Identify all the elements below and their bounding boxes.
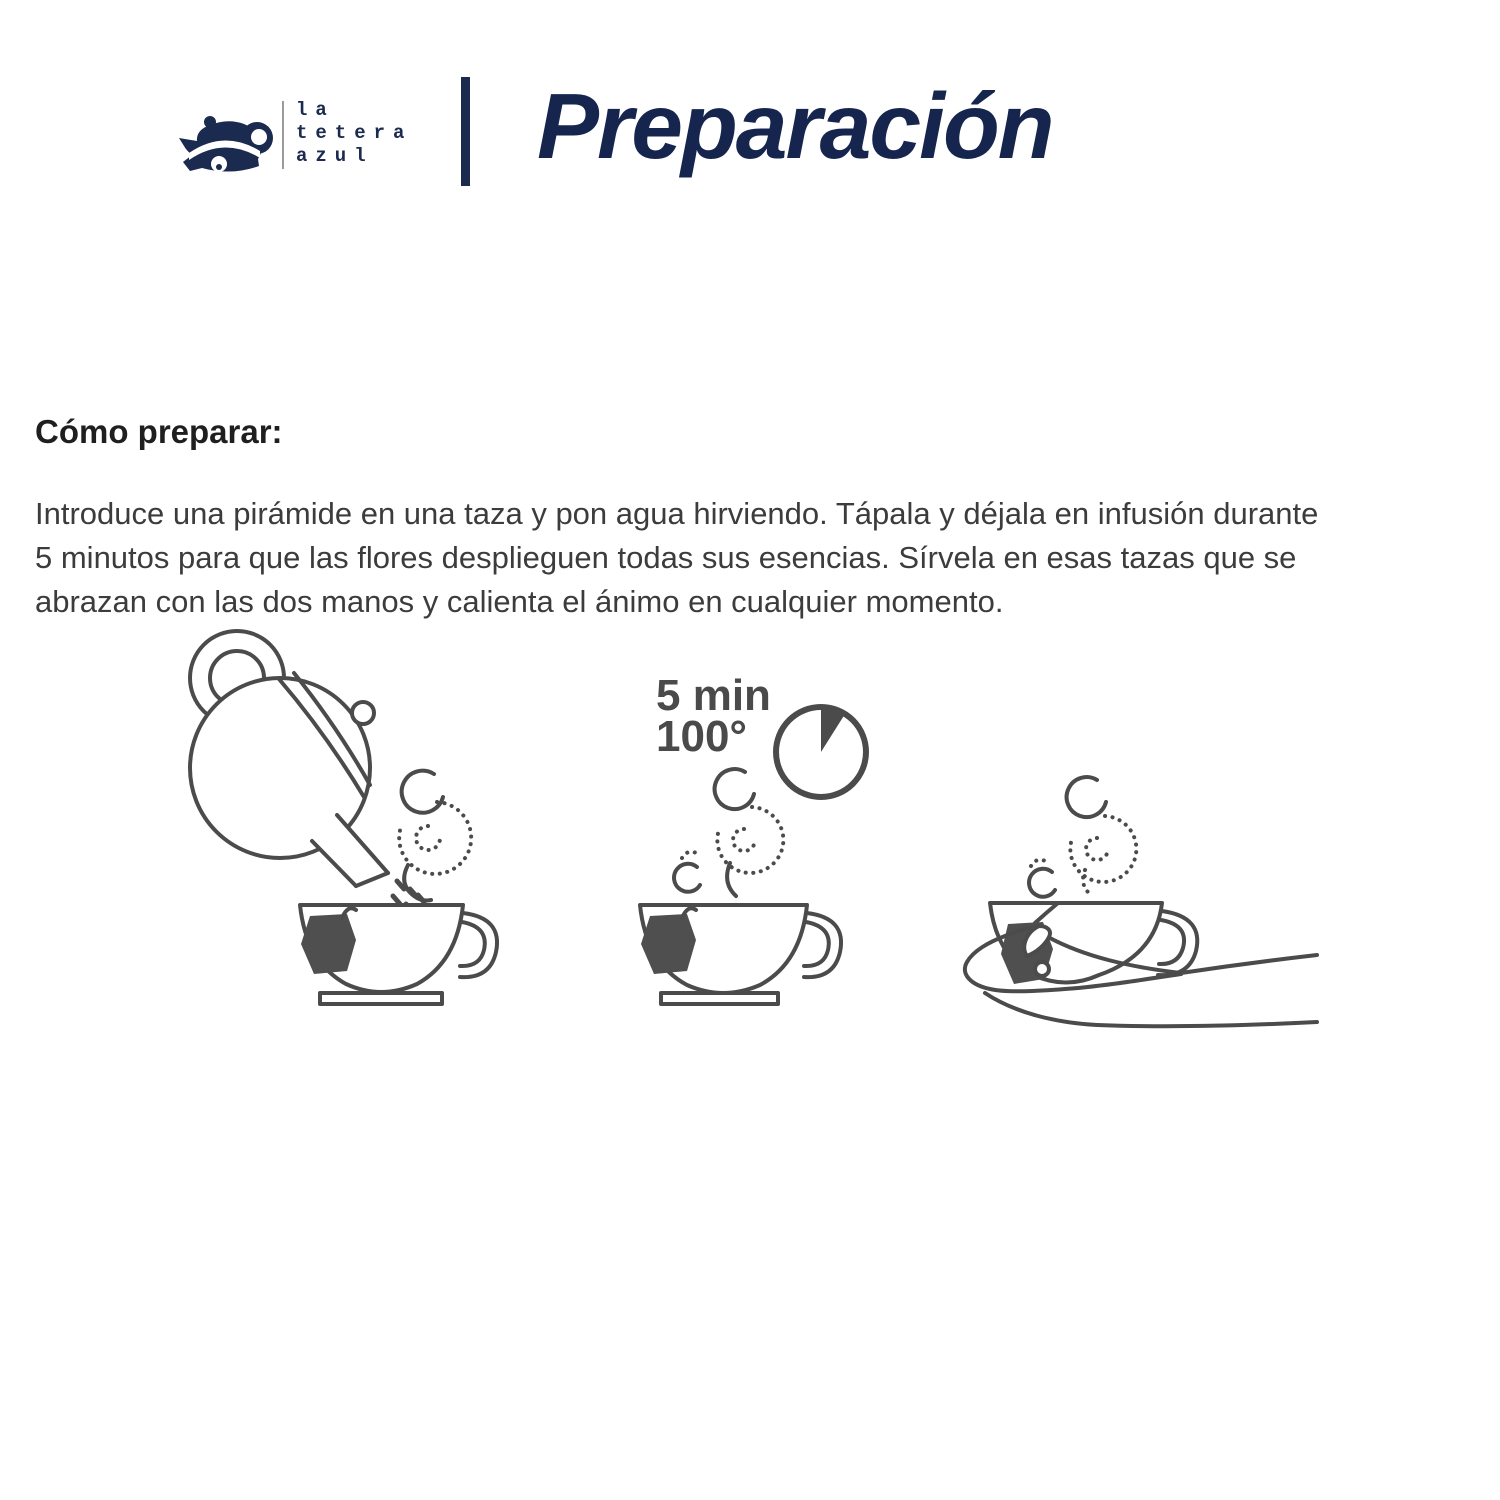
logo-handle-hole (251, 129, 267, 145)
teapot-knob (352, 702, 374, 724)
logo-divider-line (282, 101, 284, 169)
paragraph-line: 5 minutos para que las flores desplieguen todas sus esencias. Sírvela en esas tazas que se (35, 540, 1297, 575)
teabag (641, 914, 696, 974)
steam-icon (1029, 777, 1136, 897)
paragraph-line: abrazan con las dos manos y calienta el ánimo en cualquier momento. (35, 584, 1004, 619)
paragraph-line: Introduce una pirámide en una taza y pon agua hirviendo. Tápala y déjala en infusión durante (35, 496, 1319, 531)
arm-bottom-line (985, 993, 1317, 1026)
cup-with-teabag (300, 905, 497, 1004)
brand-word-tetera: tetera (296, 122, 413, 144)
brand-logo (176, 108, 276, 172)
arm-top-line (1181, 955, 1317, 973)
teapot-illustration (190, 631, 424, 925)
preparation-paragraph (35, 492, 1318, 624)
steeping-cup-with-timer-icon (630, 655, 890, 1007)
teabag (301, 914, 356, 974)
steam-icon (674, 769, 783, 896)
steep-time: 5 min (656, 671, 771, 720)
teapot-icon (176, 108, 276, 172)
brand-wordmark (296, 99, 412, 168)
section-heading: Cómo preparar: (35, 413, 283, 450)
timer-icon (776, 707, 866, 797)
hand-holding-cup-icon (945, 765, 1365, 1045)
cup-with-teabag (640, 905, 841, 1004)
brand-word-la: la (296, 99, 335, 121)
header-divider-bar (461, 77, 470, 186)
logo-notch-dot (216, 164, 222, 170)
teapot-pouring-into-cup-icon (150, 622, 560, 1014)
saucer (320, 993, 442, 1004)
steep-temperature: 100° (656, 712, 748, 761)
brand-word-azul: azul (296, 145, 374, 167)
page-title: Preparación (537, 74, 1053, 178)
teabag-tag (1035, 962, 1049, 976)
saucer (661, 993, 778, 1004)
steam-icon (399, 771, 471, 901)
